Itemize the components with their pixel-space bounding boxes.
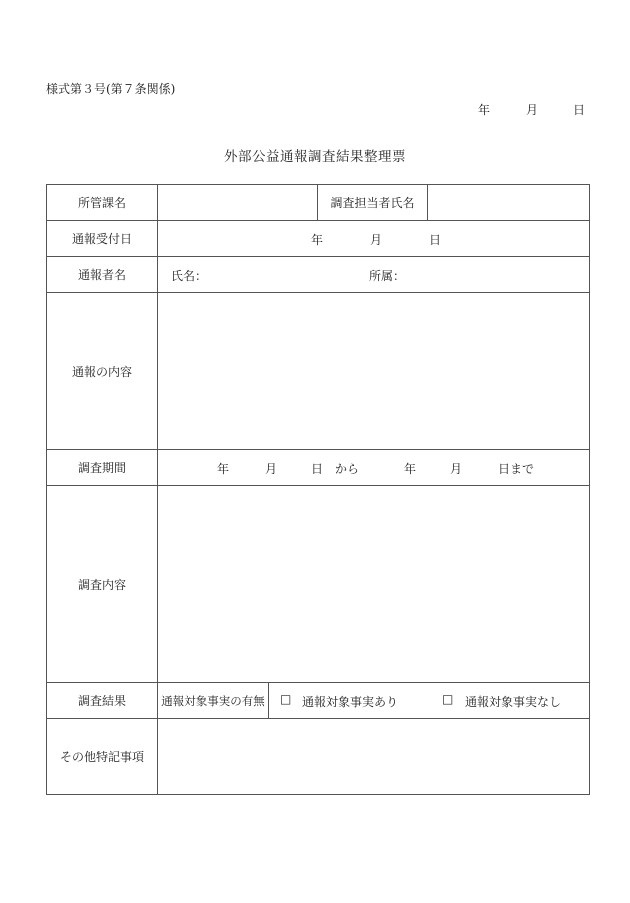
- date-month-label: 月: [526, 103, 539, 117]
- investigation-result-label: 調査結果: [77, 694, 126, 708]
- form-table: [46, 184, 590, 795]
- fact-existence-question: 通報対象事実の有無: [161, 693, 265, 708]
- period-start-month: 月: [265, 462, 278, 476]
- date-day-label: 日: [573, 103, 586, 117]
- document-date: [478, 101, 588, 117]
- investigator-field[interactable]: [428, 185, 589, 220]
- period-end-month: 月: [450, 462, 463, 476]
- department-label: 所管課名: [77, 196, 126, 210]
- reporter-field[interactable]: [158, 257, 589, 292]
- investigation-period-label: 調査期間: [77, 461, 126, 475]
- investigator-label: 調査担当者氏名: [330, 196, 415, 210]
- period-end-year: 年: [404, 462, 417, 476]
- form-number: 様式第３号(第７条関係): [46, 82, 176, 96]
- investigation-content-label: 調査内容: [77, 577, 126, 592]
- cell-divider: [268, 682, 269, 718]
- period-from: から: [335, 462, 360, 476]
- report-content-label: 通報の内容: [71, 364, 132, 379]
- reporter-name-label: 氏名：: [171, 269, 208, 283]
- received-date-field[interactable]: [158, 221, 589, 256]
- received-date-label: 通報受付日: [71, 232, 132, 246]
- other-remarks-field[interactable]: [158, 719, 589, 794]
- reporter-affiliation-label: 所属：: [369, 269, 406, 283]
- received-year-label: 年: [311, 233, 324, 247]
- date-year-label: 年: [478, 103, 491, 117]
- document-title: 外部公益通報調査結果整理票: [224, 149, 406, 165]
- report-content-field[interactable]: [158, 293, 589, 449]
- period-start-year: 年: [217, 462, 230, 476]
- investigation-content-field[interactable]: [158, 486, 589, 682]
- reporter-label: 通報者名: [77, 268, 126, 282]
- received-month-label: 月: [370, 233, 383, 247]
- option-fact-none: 通報対象事実なし: [465, 695, 562, 709]
- received-day-label: 日: [429, 233, 442, 247]
- period-end-day-until: 日まで: [498, 462, 535, 476]
- checkbox-fact-exists[interactable]: □: [280, 692, 292, 706]
- period-start-day: 日: [311, 462, 324, 476]
- option-fact-exists: 通報対象事実あり: [302, 695, 399, 709]
- checkbox-fact-none[interactable]: □: [442, 692, 454, 706]
- investigation-period-field[interactable]: [158, 450, 589, 485]
- other-remarks-label: その他特記事項: [59, 750, 144, 764]
- department-field[interactable]: [158, 185, 317, 220]
